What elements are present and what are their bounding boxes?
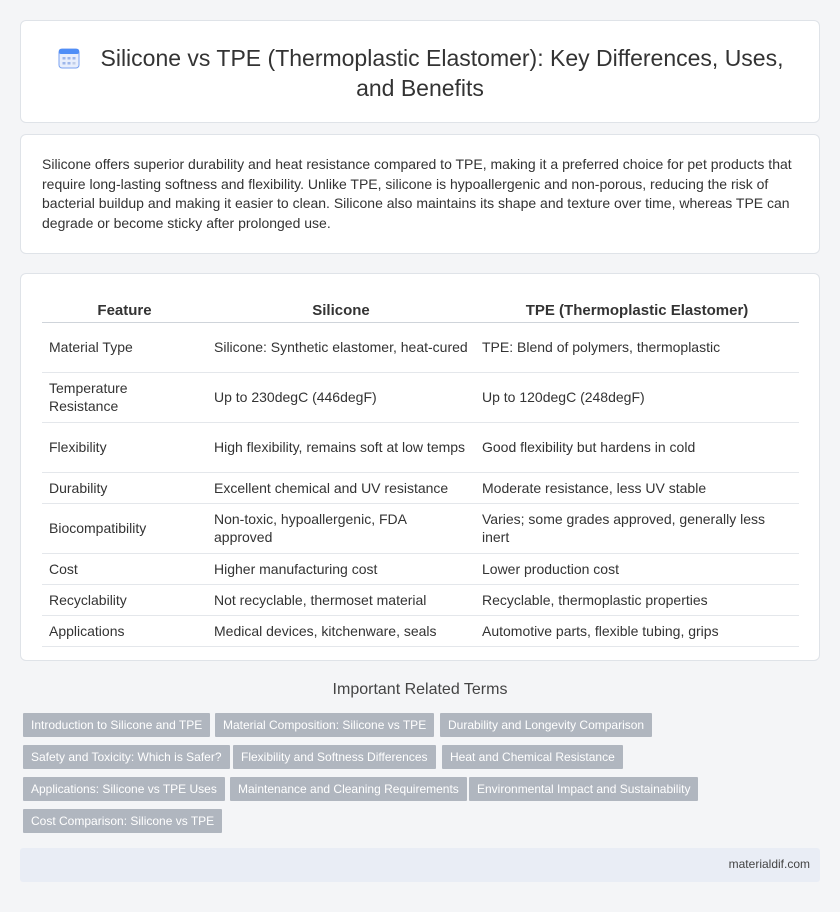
silicone-cell: Higher manufacturing cost [207,553,475,584]
feature-cell: Durability [42,472,207,503]
silicone-cell: Not recyclable, thermoset material [207,584,475,615]
related-tag[interactable]: Flexibility and Softness Differences [233,745,436,769]
feature-cell: Temperature Resistance [42,372,207,422]
intro-card [20,134,820,254]
header-feature: Feature [42,294,207,322]
related-tag[interactable]: Applications: Silicone vs TPE Uses [23,777,225,801]
table-row [42,322,799,372]
feature-cell: Biocompatibility [42,503,207,553]
feature-cell: Recyclability [42,584,207,615]
tpe-cell: TPE: Blend of polymers, thermoplastic [475,322,799,372]
page-title-text: Silicone vs TPE (Thermoplastic Elastomer): Key Differences, Uses, and Benefits [100,45,784,101]
table-row [42,422,799,472]
tpe-cell: Varies; some grades approved, generally less inert [475,503,799,553]
related-tag[interactable]: Environmental Impact and Sustainability [469,777,698,801]
silicone-cell: Excellent chemical and UV resistance [207,472,475,503]
related-tag[interactable]: Safety and Toxicity: Which is Safer? [23,745,230,769]
related-tag[interactable]: Durability and Longevity Comparison [440,713,652,737]
header-tpe: TPE (Thermoplastic Elastomer) [475,294,799,322]
table-row [42,472,799,503]
related-tag[interactable]: Material Composition: Silicone vs TPE [215,713,434,737]
related-tag[interactable]: Heat and Chemical Resistance [442,745,623,769]
tpe-cell: Good flexibility but hardens in cold [475,422,799,472]
comparison-card [20,273,820,661]
page-title [21,43,819,103]
silicone-cell: Medical devices, kitchenware, seals [207,615,475,646]
tpe-cell: Recyclable, thermoplastic properties [475,584,799,615]
silicone-cell: Silicone: Synthetic elastomer, heat-cured [207,322,475,372]
table-header-row [42,294,799,322]
comparison-table [42,294,799,647]
table-row [42,584,799,615]
footer [20,848,820,882]
table-row [42,503,799,553]
tpe-cell: Lower production cost [475,553,799,584]
feature-cell: Material Type [42,322,207,372]
tpe-cell: Moderate resistance, less UV stable [475,472,799,503]
table-row [42,553,799,584]
related-tag[interactable]: Maintenance and Cleaning Requirements [230,777,467,801]
silicone-cell: Up to 230degC (446degF) [207,372,475,422]
intro-paragraph: Silicone offers superior durability and heat resistance compared to TPE, making it a preferred choice for pet products that require long-lasting softness and flexibility. Unlike TPE, silicone is hypoallergenic and non-porous, reducing the risk of bacterial buildup and making it easier to clean. Silicone also maintains its shape and texture over time, whereas TPE can degrade or become sticky after prolonged use. [42,156,792,231]
silicone-cell: Non-toxic, hypoallergenic, FDA approved [207,503,475,553]
table-row [42,372,799,422]
tpe-cell: Automotive parts, flexible tubing, grips [475,615,799,646]
footer-site[interactable]: materialdif.com [728,857,810,871]
related-terms-heading: Important Related Terms [332,681,508,698]
tpe-cell: Up to 120degC (248degF) [475,372,799,422]
related-tag[interactable]: Introduction to Silicone and TPE [23,713,210,737]
silicone-cell: High flexibility, remains soft at low temps [207,422,475,472]
feature-cell: Applications [42,615,207,646]
feature-cell: Flexibility [42,422,207,472]
table-row [42,615,799,646]
header-silicone: Silicone [207,294,475,322]
calendar-icon [57,46,81,70]
related-tag[interactable]: Cost Comparison: Silicone vs TPE [23,809,222,833]
title-card [20,20,820,123]
feature-cell: Cost [42,553,207,584]
